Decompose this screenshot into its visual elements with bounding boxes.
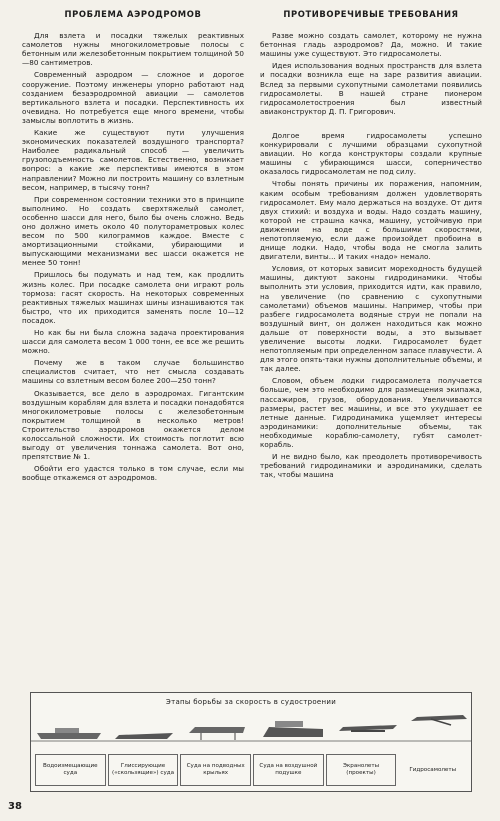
displacement-ship-icon (37, 733, 101, 739)
planing-boat-icon (115, 733, 173, 739)
paragraph: Обойти его удастся только в том случае, если мы вообще откажемся от аэродромов. (22, 464, 244, 483)
hydrofoil-icon (189, 727, 245, 733)
paragraph: Оказывается, все дело в аэродромах. Гигантским воздушным кораблям для взлета и посадки понадобятся многокилометровые полосы с железобетонным покрытием толщиной в несколько метров! Строительство аэродромов окажется делом колоссальной сложности. Их стоимость поглотит всю выгоду от увеличения тоннажа самолета. Вот оно, препятствие № 1. (22, 388, 244, 462)
speed-stages-figure (30, 692, 472, 792)
paragraph: Идея использования водных пространств для взлета и посадки возникла еще на заре развития авиации. Вслед за первыми сухопутными самолетами появились гидросамолеты. В нашей стране пионером гидросамолетостроения был известный авиаконструктор Д. П. Григорович. (260, 61, 482, 116)
section-heading-requirements: ПРОТИВОРЕЧИВЫЕ ТРЕБОВАНИЯ (283, 9, 459, 19)
left-column (22, 8, 244, 486)
figure-caption: Этапы борьбы за скорость в судостроении (165, 698, 337, 706)
label-planing: Глиссирующие («скользящие») суда (108, 754, 179, 786)
label-hovercraft: Суда на воздушной подушке (253, 754, 324, 786)
section-heading-airfields: ПРОБЛЕМА АЭРОДРОМОВ (64, 9, 202, 19)
paragraph: Пришлось бы подумать и над тем, как продлить жизнь колес. При посадке самолета они играют роль тормоза: гасят скорость. На некоторых современных реактивных тяжелых машинах шины изнашиваются так быстро, что их приходится заменять после 10—12 посадок. (22, 270, 244, 325)
seaplane-icon (411, 715, 467, 721)
label-seaplane: Гидросамолеты (409, 766, 457, 773)
paragraph: Какие же существуют пути улучшения экономических показателей воздушного транспорта? Наиболее радикальный способ — увеличить грузоподъемность самолетов. Естественно, возникает вопрос: а какие же перспективы имеются в этом направлении? Можно ли построить машину со взлетным весом, например, в тысячу тонн? (22, 128, 244, 192)
hovercraft-icon (263, 727, 323, 737)
paragraph: Словом, объем лодки гидросамолета получается больше, чем это необходимо для размещения экипажа, пассажиров, грузов, оборудования. Увеличиваются размеры, растет вес машины, и все это ухудшает ее летные данные. Гидродинамика ущемляет интересы аэродинамики: дополнительные объемы, так необходимые кораблю-самолету, губят самолет-корабль. (260, 376, 482, 450)
column-spacer (260, 119, 482, 131)
label-ekranoplan: Экранолеты (проекты) (326, 754, 397, 786)
label-displacement: Водоизмещающие суда (35, 754, 106, 786)
paragraph: Для взлета и посадки тяжелых реактивных самолетов нужны многокилометровые полосы с бетонным или железобетонным покрытием толщиной 50—80 сантиметров. (22, 31, 244, 68)
page-number: 38 (8, 801, 22, 812)
vessels-illustration (31, 711, 471, 751)
paragraph: Современный аэродром — сложное и дорогое сооружение. Поэтому инженеры упорно работают над созданием безаэродромной авиации — самолетов вертикального взлета и посадки. Перспективность их очевидна. Но потребуется еще много времени, чтобы замыслы воплотить в жизнь. (22, 70, 244, 125)
paragraph: Чтобы понять причины их поражения, напомним, каким особым требованиям должен удовлетворять гидросамолет. Ему мало держаться на воздухе. От дитя двух стихий: и воздуха и воды. Надо создать машину, которой не страшна качка, машину, устойчивую при движении на воде с большими скоростями, непотопляемую, если даже произойдет пробоина в днище лодки. Надо, чтобы вода не смогла залить двигатели, винты... И таких «надо» немало. (260, 179, 482, 262)
paragraph: Долгое время гидросамолеты успешно конкурировали с лучшими образцами сухопутной авиации. Но когда конструкторы создали крупные машины с убирающимся шасси, соперничество оказалось гидросамолетам не под силу. (260, 130, 482, 177)
paragraph: И не видно было, как преодолеть противоречивость требований гидродинамики и аэродинамики, сделать так, чтобы машина (260, 452, 482, 480)
paragraph: Почему же в таком случае большинство специалистов считает, что нет смысла создавать машины со взлетным весом более 200—250 тонн? (22, 358, 244, 386)
paragraph: Условия, от которых зависит мореходность будущей машины, диктуют законы гидродинамики. Чтобы выполнить эти условия, приходится идти, как правило, на увеличение (по сравнению с сухопутными самолетами) объемов машины. Например, чтобы при разбеге гидросамолета водяные струи не попали на воздушный винт, он должен находиться как можно дальше от поверхности воды, а это вызывает увеличение высоты лодки. Гидросамолет будет непотопляемым при определенном запасе плавучести. А для этого опять-таки нужны дополнительные объемы, и так далее. (260, 264, 482, 374)
right-column (260, 8, 482, 482)
label-hydrofoil: Суда на подводных крыльях (180, 754, 251, 786)
paragraph: Но как бы ни была сложна задача проектирования шасси для самолета весом 1 000 тонн, ее все же решить можно. (22, 328, 244, 356)
paragraph: При современном состоянии техники это в принципе выполнимо. Но создать сверхтяжелый самолет, особенно шасси для него, было бы очень сложно. Ведь оно должно иметь около 40 полутораметровых колес весом по 500 килограммов каждое. Вместе с амортизационными стойками, убирающими и выпускающими механизмами вес шасси окажется не менее 50 тонн! (22, 194, 244, 268)
figure-labels (35, 754, 467, 786)
paragraph: Разве можно создать самолет, которому не нужна бетонная гладь аэродромов? Да, можно. И такие машины уже существуют. Это гидросамолеты. (260, 31, 482, 59)
